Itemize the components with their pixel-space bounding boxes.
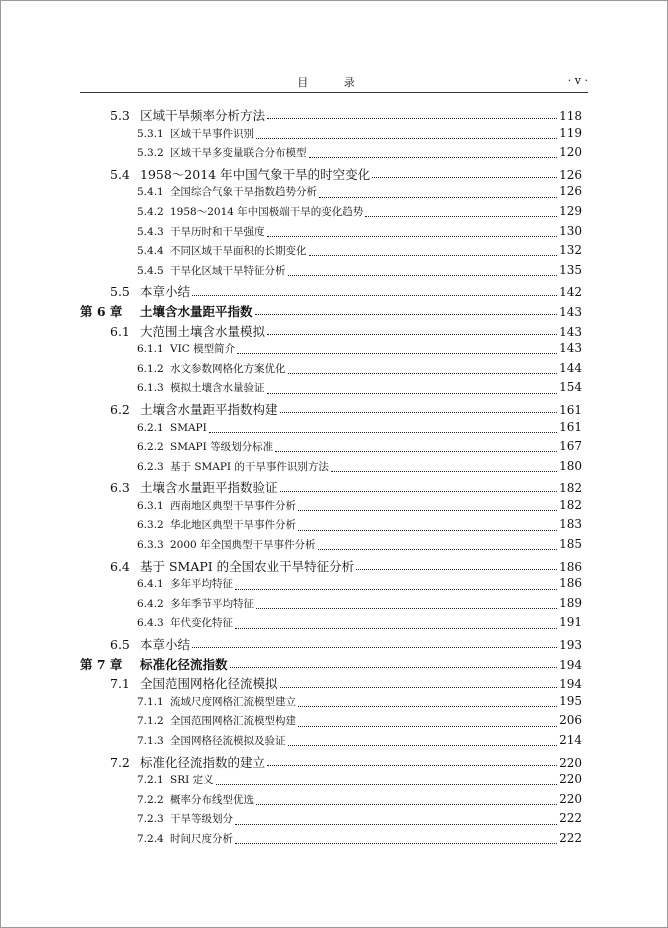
toc-entry-title: 基于 SMAPI 的干旱事件识别方法 xyxy=(170,460,329,473)
toc-entry-number: 7.1.3 xyxy=(137,735,164,747)
toc-entry-section[interactable] xyxy=(80,322,582,342)
toc-entry-number: 6.4.1 xyxy=(137,578,164,591)
toc-entry-title: 西南地区典型干旱事件分析 xyxy=(170,499,296,512)
toc-entry-title: 多年季节平均特征 xyxy=(170,597,254,610)
toc-entry-page: 186 xyxy=(559,576,582,591)
toc-entry-title: 干旱化区域干旱特征分析 xyxy=(170,264,286,277)
toc-entry-number: 5.4.5 xyxy=(137,264,164,277)
toc-entry-title: 区域干旱事件识别 xyxy=(170,127,254,140)
toc-entry-title: 1958～2014 年中国极端干旱的变化趋势 xyxy=(170,205,364,218)
toc-entry-sub[interactable] xyxy=(80,126,582,146)
dot-leader xyxy=(209,432,557,433)
dot-leader xyxy=(192,647,557,648)
toc-entry-number: 7.2 xyxy=(110,754,130,770)
dot-leader xyxy=(235,824,557,825)
dot-leader xyxy=(235,843,557,844)
toc-entry-page: 220 xyxy=(559,772,582,787)
toc-entry-title: SMAPI xyxy=(170,421,207,434)
toc-entry-title: 多年平均特征 xyxy=(170,578,233,591)
toc-entry-number: 6.4.2 xyxy=(137,597,164,610)
dot-leader xyxy=(267,393,558,394)
dot-leader xyxy=(275,451,557,452)
toc-entry-page: 129 xyxy=(559,203,582,218)
dot-leader xyxy=(288,745,558,746)
toc-entry-title: 干旱历时和干旱强度 xyxy=(170,225,265,238)
dot-leader xyxy=(280,412,558,413)
toc-entry-title: 标准化径流指数的建立 xyxy=(140,754,266,770)
toc-entry-sub[interactable] xyxy=(80,831,582,851)
toc-entry-title: 土壤含水量距平指数验证 xyxy=(140,480,278,496)
toc-entry-page: 222 xyxy=(559,830,582,845)
toc-entry-sub[interactable] xyxy=(80,420,582,440)
toc-entry-page: 220 xyxy=(559,791,582,806)
toc-entry-title: 流域尺度网格汇流模型建立 xyxy=(170,695,296,708)
toc-entry-page: 182 xyxy=(559,497,582,512)
toc-entry-title: 模拟土壤含水量验证 xyxy=(170,382,265,395)
toc-entry-page: 143 xyxy=(559,341,582,356)
dot-leader xyxy=(216,784,558,785)
toc-entry-number: 7.2.4 xyxy=(137,832,164,845)
toc-entry-title: 时间尺度分析 xyxy=(170,832,233,845)
toc-entry-number: 7.2.1 xyxy=(137,774,164,787)
dot-leader xyxy=(267,334,557,335)
dot-leader xyxy=(298,706,557,707)
toc-entry-title: 土壤含水量距平指数 xyxy=(140,303,253,319)
toc-entry-number: 第 6 章 xyxy=(80,303,123,319)
toc-entry-title: SRI 定义 xyxy=(170,774,214,787)
dot-leader xyxy=(318,549,558,550)
table-of-contents xyxy=(80,106,582,851)
toc-entry-sub[interactable] xyxy=(80,713,582,733)
dot-leader xyxy=(372,177,557,178)
toc-entry-sub[interactable] xyxy=(80,361,582,381)
toc-entry-number: 5.4.4 xyxy=(137,245,164,258)
toc-entry-title: 本章小结 xyxy=(140,284,191,300)
toc-entry-sub[interactable] xyxy=(80,694,582,714)
toc-entry-title: 年代变化特征 xyxy=(170,617,233,630)
toc-entry-title: 概率分布线型优选 xyxy=(170,793,254,806)
toc-entry-page: 194 xyxy=(559,657,582,672)
toc-entry-section[interactable] xyxy=(80,282,582,302)
toc-entry-page: 189 xyxy=(559,595,582,610)
toc-entry-page: 161 xyxy=(559,419,582,434)
toc-entry-chapter[interactable] xyxy=(80,655,582,675)
toc-entry-page: 222 xyxy=(559,811,582,826)
toc-entry-page: 143 xyxy=(559,304,582,319)
toc-entry-page: 118 xyxy=(559,109,582,123)
toc-entry-number: 6.2.2 xyxy=(137,441,164,454)
toc-entry-sub[interactable] xyxy=(80,596,582,616)
toc-entry-sub[interactable] xyxy=(80,184,582,204)
toc-entry-sub[interactable] xyxy=(80,772,582,792)
dot-leader xyxy=(298,510,557,511)
toc-entry-number: 6.1 xyxy=(110,323,130,339)
dot-leader xyxy=(235,628,557,629)
dot-leader xyxy=(256,804,557,805)
dot-leader xyxy=(237,353,557,354)
toc-entry-number: 6.4.3 xyxy=(137,617,164,630)
toc-entry-page: 206 xyxy=(559,713,582,728)
toc-entry-number: 7.1.1 xyxy=(137,695,164,708)
toc-entry-number: 5.5 xyxy=(110,284,130,300)
toc-entry-section[interactable] xyxy=(80,557,582,577)
toc-entry-page: 126 xyxy=(559,184,582,199)
toc-entry-page: 143 xyxy=(559,324,582,339)
toc-entry-number: 6.3.2 xyxy=(137,519,164,532)
running-head xyxy=(80,72,588,93)
toc-entry-title: 大范围土壤含水量模拟 xyxy=(140,323,266,339)
toc-entry-number: 6.3.3 xyxy=(137,539,164,552)
dot-leader xyxy=(255,314,558,315)
toc-entry-sub[interactable] xyxy=(80,537,582,557)
toc-entry-number: 5.3.1 xyxy=(137,127,164,140)
toc-entry-sub[interactable] xyxy=(80,615,582,635)
toc-entry-number: 6.5 xyxy=(110,637,130,653)
dot-leader xyxy=(331,471,557,472)
dot-leader xyxy=(298,726,557,727)
dot-leader xyxy=(280,687,558,688)
toc-entry-sub[interactable] xyxy=(80,263,582,283)
toc-entry-section[interactable] xyxy=(80,753,582,773)
toc-entry-section[interactable] xyxy=(80,400,582,420)
dot-leader xyxy=(280,491,558,492)
toc-entry-title: 全国网格径流模拟及验证 xyxy=(170,735,286,747)
toc-entry-title: 本章小结 xyxy=(140,637,191,653)
toc-entry-page: 193 xyxy=(559,638,582,653)
toc-entry-page: 195 xyxy=(559,693,582,708)
toc-entry-number: 7.2.2 xyxy=(137,793,164,806)
toc-entry-number: 7.1 xyxy=(110,676,130,692)
toc-entry-number: 6.3 xyxy=(110,480,130,496)
toc-entry-number: 5.4.1 xyxy=(137,186,164,199)
toc-entry-title: VIC 模型简介 xyxy=(170,343,236,356)
toc-entry-page: 161 xyxy=(559,402,582,417)
toc-entry-title: 区域干旱多变量联合分布模型 xyxy=(170,147,307,160)
toc-entry-title: 1958～2014 年中国气象干旱的时空变化 xyxy=(140,166,371,182)
dot-leader xyxy=(365,216,557,217)
toc-entry-number: 第 7 章 xyxy=(80,656,123,672)
toc-entry-title: 区域干旱频率分析方法 xyxy=(140,108,266,123)
toc-entry-page: 182 xyxy=(559,481,582,496)
toc-entry-page: 119 xyxy=(559,125,582,140)
toc-entry-page: 185 xyxy=(559,537,582,552)
toc-entry-title: 干旱等级划分 xyxy=(170,813,233,826)
toc-entry-page: 135 xyxy=(559,262,582,277)
toc-entry-title: 华北地区典型干旱事件分析 xyxy=(170,519,296,532)
toc-entry-number: 6.2.3 xyxy=(137,460,164,473)
toc-entry-title: 基于 SMAPI 的全国农业干旱特征分析 xyxy=(140,558,355,574)
toc-entry-number: 7.2.3 xyxy=(137,813,164,826)
toc-entry-section[interactable] xyxy=(80,674,582,694)
toc-entry-title: 土壤含水量距平指数构建 xyxy=(140,401,278,417)
toc-entry-sub[interactable] xyxy=(80,498,582,518)
toc-entry-section[interactable] xyxy=(80,635,582,655)
running-head-title: 目 录 xyxy=(297,76,371,89)
toc-entry-sub[interactable] xyxy=(80,380,582,400)
toc-entry-number: 6.4 xyxy=(110,558,130,574)
toc-entry-page: 183 xyxy=(559,517,582,532)
toc-entry-page: 154 xyxy=(559,380,582,395)
toc-entry-sub[interactable] xyxy=(80,224,582,244)
toc-entry-number: 5.4.2 xyxy=(137,205,164,218)
toc-entry-number: 6.2 xyxy=(110,401,130,417)
toc-entry-title: 全国范围网格汇流模型构建 xyxy=(170,715,296,728)
toc-entry-chapter[interactable] xyxy=(80,302,582,322)
toc-entry-page: 191 xyxy=(559,615,582,630)
toc-entry-page: 186 xyxy=(559,559,582,574)
toc-entry-title: 水文参数网格化方案优化 xyxy=(170,362,286,375)
toc-entry-page: 194 xyxy=(559,677,582,692)
toc-entry-page: 220 xyxy=(559,755,582,770)
toc-entry-sub[interactable] xyxy=(80,459,582,479)
dot-leader xyxy=(230,667,558,668)
dot-leader xyxy=(267,765,557,766)
dot-leader xyxy=(256,608,557,609)
dot-leader xyxy=(309,157,558,158)
toc-entry-number: 6.1.3 xyxy=(137,382,164,395)
toc-entry-page: 214 xyxy=(559,733,582,747)
toc-entry-title: 2000 年全国典型干旱事件分析 xyxy=(170,539,316,552)
toc-entry-sub[interactable] xyxy=(80,439,582,459)
toc-entry-number: 6.3.1 xyxy=(137,499,164,512)
toc-entry-section[interactable] xyxy=(80,106,582,126)
toc-entry-page: 167 xyxy=(559,439,582,454)
toc-entry-number: 7.1.2 xyxy=(137,715,164,728)
toc-entry-sub[interactable] xyxy=(80,204,582,224)
dot-leader xyxy=(288,275,558,276)
toc-entry-sub[interactable] xyxy=(80,341,582,361)
toc-entry-section[interactable] xyxy=(80,165,582,185)
dot-leader xyxy=(256,138,557,139)
dot-leader xyxy=(235,589,557,590)
toc-entry-number: 5.4.3 xyxy=(137,225,164,238)
toc-entry-number: 6.1.2 xyxy=(137,362,164,375)
toc-entry-number: 6.1.1 xyxy=(137,343,164,356)
toc-entry-title: 全国综合气象干旱指数趋势分析 xyxy=(170,186,317,199)
dot-leader xyxy=(288,373,558,374)
toc-entry-title: 不同区域干旱面积的长期变化 xyxy=(170,245,307,258)
toc-entry-sub[interactable] xyxy=(80,576,582,596)
toc-entry-section[interactable] xyxy=(80,478,582,498)
toc-entry-title: SMAPI 等级划分标准 xyxy=(170,441,274,454)
dot-leader xyxy=(319,197,557,198)
dot-leader xyxy=(356,569,557,570)
toc-entry-title: 全国范围网格化径流模拟 xyxy=(140,676,278,692)
toc-entry-page: 126 xyxy=(559,167,582,182)
dot-leader xyxy=(267,118,557,119)
toc-entry-number: 5.3.2 xyxy=(137,147,164,160)
toc-entry-page: 144 xyxy=(559,360,582,375)
toc-entry-page: 132 xyxy=(559,243,582,258)
toc-entry-sub[interactable] xyxy=(80,243,582,263)
toc-entry-sub[interactable] xyxy=(80,811,582,831)
toc-entry-number: 6.2.1 xyxy=(137,421,164,434)
toc-entry-sub[interactable] xyxy=(80,792,582,812)
dot-leader xyxy=(298,530,557,531)
dot-leader xyxy=(192,295,557,296)
toc-entry-page: 130 xyxy=(559,223,582,238)
toc-entry-page: 120 xyxy=(559,145,582,160)
dot-leader xyxy=(267,236,558,237)
toc-entry-title: 标准化径流指数 xyxy=(140,656,228,672)
toc-entry-number: 5.3 xyxy=(110,108,130,123)
toc-entry-sub[interactable] xyxy=(80,145,582,165)
dot-leader xyxy=(309,255,558,256)
toc-entry-number: 5.4 xyxy=(110,166,130,182)
toc-entry-page: 180 xyxy=(559,458,582,473)
running-head-page-number: · v · xyxy=(567,74,588,87)
toc-entry-page: 142 xyxy=(559,285,582,300)
toc-entry-sub[interactable] xyxy=(80,733,582,753)
toc-entry-sub[interactable] xyxy=(80,517,582,537)
